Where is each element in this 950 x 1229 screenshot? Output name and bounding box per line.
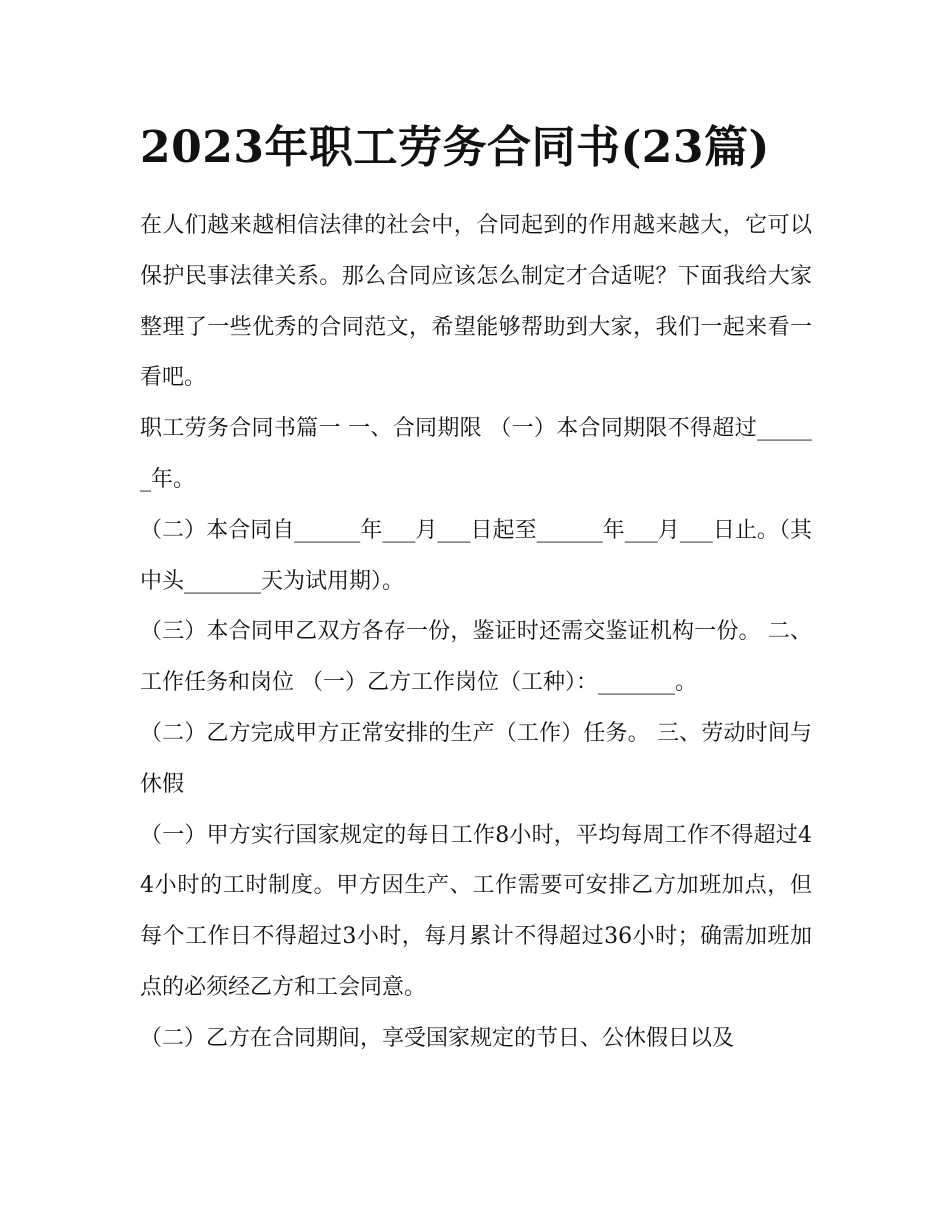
- paragraph-intro: 在人们越来越相信法律的社会中，合同起到的作用越来越大，它可以保护民事法律关系。那么合同应该怎么制定才合适呢？下面我给大家整理了一些优秀的合同范文，希望能够帮助到大家，我们一起来看一看吧。: [140, 213, 812, 391]
- paragraph-work-tasks: （二）乙方完成甲方正常安排的生产（工作）任务。 三、劳动时间与休假: [140, 720, 812, 797]
- paragraph-contract-term: 职工劳务合同书篇一 一、合同期限 （一）本合同期限不得超过______年。: [140, 416, 812, 492]
- paragraph-working-hours: （一）甲方实行国家规定的每日工作8小时，平均每周工作不得超过44小时的工时制度。甲方因生产、工作需要可安排乙方加班加点，但每个工作日不得超过3小时，每月累计不得超过36小时；确需加班加点的必须经乙方和工会同意。: [140, 822, 812, 1000]
- paragraph-holidays: （二）乙方在合同期间，享受国家规定的节日、公休假日以及: [140, 1025, 735, 1051]
- paragraph-copies-and-position: （三）本合同甲乙双方各存一份，鉴证时还需交鉴证机构一份。 二、工作任务和岗位 （一）乙方工作岗位（工种）：_______。: [140, 619, 812, 696]
- document-body: [140, 201, 812, 1065]
- document-title: 2023年职工劳务合同书(23篇): [140, 122, 770, 173]
- paragraph-contract-dates: （二）本合同自______年___月___日起至______年___月___日止。（其中头_______天为试用期）。: [140, 517, 812, 594]
